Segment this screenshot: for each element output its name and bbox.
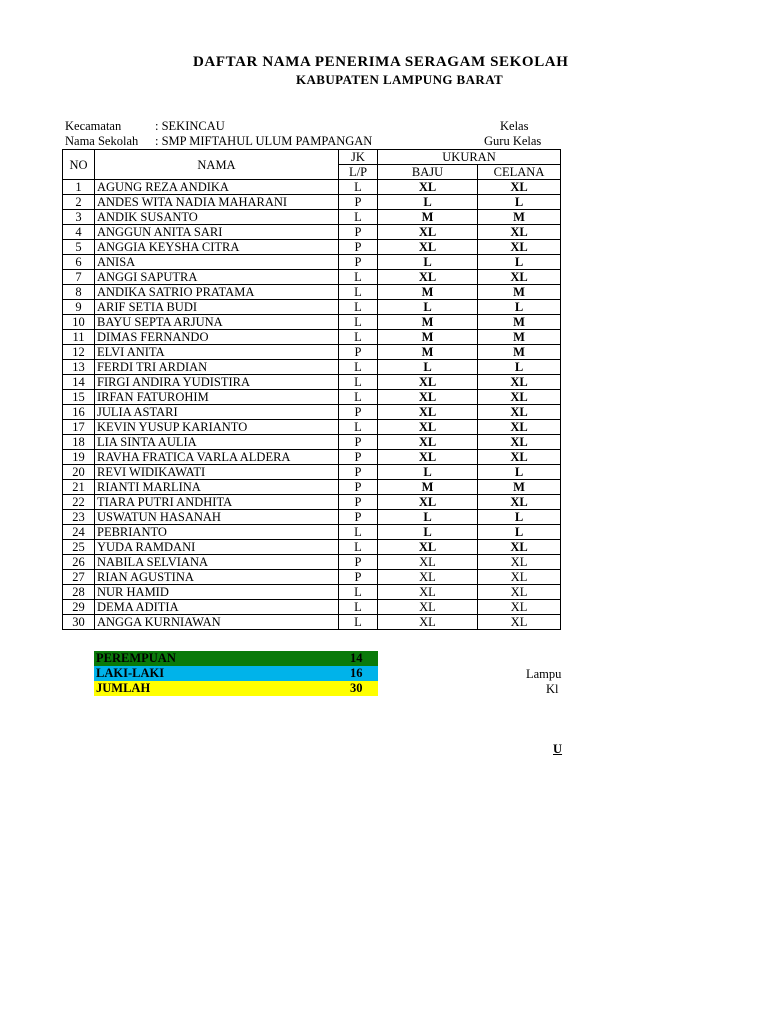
row-baju: XL (378, 540, 478, 555)
row-no: 22 (63, 495, 95, 510)
row-baju: L (378, 510, 478, 525)
row-nama: FERDI TRI ARDIAN (95, 360, 339, 375)
table-row (63, 465, 623, 480)
row-jk: P (339, 510, 378, 525)
row-no: 6 (63, 255, 95, 270)
row-celana: XL (478, 495, 561, 510)
row-spacer (561, 375, 623, 390)
row-no: 21 (63, 480, 95, 495)
row-spacer (561, 405, 623, 420)
row-no: 11 (63, 330, 95, 345)
row-baju: XL (378, 270, 478, 285)
table-row (63, 300, 623, 315)
table-row (63, 435, 623, 450)
recipient-table (62, 149, 623, 630)
row-jk: P (339, 255, 378, 270)
kecamatan-label: Kecamatan (65, 119, 122, 133)
row-no: 24 (63, 525, 95, 540)
row-jk: P (339, 345, 378, 360)
row-nama: ANGGI SAPUTRA (95, 270, 339, 285)
row-celana: XL (478, 615, 561, 630)
row-nama: RAVHA FRATICA VARLA ALDERA (95, 450, 339, 465)
row-nama: LIA SINTA AULIA (95, 435, 339, 450)
row-baju: M (378, 480, 478, 495)
row-celana: XL (478, 375, 561, 390)
row-spacer (561, 360, 623, 375)
header-no: NO (63, 150, 95, 180)
signature-title: Kl (546, 682, 559, 696)
row-nama: IRFAN FATUROHIM (95, 390, 339, 405)
row-spacer (561, 615, 623, 630)
row-nama: NABILA SELVIANA (95, 555, 339, 570)
row-no: 5 (63, 240, 95, 255)
row-spacer (561, 585, 623, 600)
row-celana: XL (478, 390, 561, 405)
table-row (63, 240, 623, 255)
row-spacer (561, 255, 623, 270)
row-baju: XL (378, 180, 478, 195)
row-spacer (561, 555, 623, 570)
row-jk: L (339, 270, 378, 285)
row-no: 1 (63, 180, 95, 195)
row-jk: L (339, 420, 378, 435)
row-baju: XL (378, 495, 478, 510)
row-nama: JULIA ASTARI (95, 405, 339, 420)
row-celana: XL (478, 600, 561, 615)
row-baju: L (378, 360, 478, 375)
row-no: 13 (63, 360, 95, 375)
summary-laki-label: LAKI-LAKI (96, 666, 165, 680)
row-nama: KEVIN YUSUP KARIANTO (95, 420, 339, 435)
row-no: 29 (63, 600, 95, 615)
row-no: 16 (63, 405, 95, 420)
row-no: 2 (63, 195, 95, 210)
table-row (63, 345, 623, 360)
row-nama: AGUNG REZA ANDIKA (95, 180, 339, 195)
row-spacer (561, 240, 623, 255)
table-row (63, 180, 623, 195)
table-row (63, 225, 623, 240)
header-nama: NAMA (95, 150, 339, 180)
row-celana: M (478, 315, 561, 330)
row-baju: XL (378, 390, 478, 405)
row-spacer (561, 480, 623, 495)
table-row (63, 195, 623, 210)
table-row (63, 570, 623, 585)
row-spacer (561, 570, 623, 585)
summary-perempuan-value: 14 (350, 651, 363, 665)
table-row (63, 315, 623, 330)
row-jk: L (339, 360, 378, 375)
row-jk: P (339, 555, 378, 570)
summary-laki-value: 16 (350, 666, 363, 680)
table-row (63, 390, 623, 405)
row-baju: L (378, 465, 478, 480)
row-no: 27 (63, 570, 95, 585)
row-spacer (561, 435, 623, 450)
row-celana: XL (478, 240, 561, 255)
row-celana: XL (478, 405, 561, 420)
row-nama: ANGGA KURNIAWAN (95, 615, 339, 630)
row-celana: XL (478, 180, 561, 195)
row-nama: ANGGIA KEYSHA CITRA (95, 240, 339, 255)
table-row (63, 480, 623, 495)
row-jk: P (339, 450, 378, 465)
row-spacer (561, 510, 623, 525)
row-no: 7 (63, 270, 95, 285)
row-nama: FIRGI ANDIRA YUDISTIRA (95, 375, 339, 390)
row-no: 30 (63, 615, 95, 630)
row-jk: L (339, 390, 378, 405)
row-spacer (561, 345, 623, 360)
row-jk: P (339, 495, 378, 510)
row-baju: L (378, 525, 478, 540)
row-no: 26 (63, 555, 95, 570)
row-baju: XL (378, 405, 478, 420)
row-spacer (561, 540, 623, 555)
row-baju: M (378, 210, 478, 225)
row-baju: XL (378, 435, 478, 450)
row-no: 17 (63, 420, 95, 435)
row-nama: DEMA ADITIA (95, 600, 339, 615)
table-row (63, 255, 623, 270)
summary-jumlah (94, 681, 378, 696)
summary-perempuan (94, 651, 378, 666)
row-baju: XL (378, 450, 478, 465)
row-no: 14 (63, 375, 95, 390)
row-jk: L (339, 525, 378, 540)
header-lp: L/P (339, 165, 378, 180)
row-celana: XL (478, 540, 561, 555)
summary-laki (94, 666, 378, 681)
row-nama: ANGGUN ANITA SARI (95, 225, 339, 240)
row-celana: L (478, 300, 561, 315)
row-celana: L (478, 510, 561, 525)
row-celana: XL (478, 225, 561, 240)
row-jk: L (339, 585, 378, 600)
row-nama: ANDIKA SATRIO PRATAMA (95, 285, 339, 300)
table-row (63, 555, 623, 570)
row-celana: L (478, 525, 561, 540)
table-row (63, 495, 623, 510)
table-row (63, 375, 623, 390)
row-celana: M (478, 210, 561, 225)
row-jk: P (339, 465, 378, 480)
table-row (63, 600, 623, 615)
row-jk: L (339, 540, 378, 555)
summary-jumlah-value: 30 (350, 681, 363, 695)
row-celana: L (478, 195, 561, 210)
table-row (63, 285, 623, 300)
row-celana: XL (478, 585, 561, 600)
row-spacer (561, 420, 623, 435)
row-spacer (561, 225, 623, 240)
row-spacer (561, 210, 623, 225)
row-spacer (561, 195, 623, 210)
row-nama: ANDIK SUSANTO (95, 210, 339, 225)
header-jk: JK (339, 150, 378, 165)
header-celana: CELANA (478, 165, 561, 180)
signature-name: U (553, 742, 563, 756)
row-jk: P (339, 480, 378, 495)
row-spacer (561, 450, 623, 465)
row-nama: ARIF SETIA BUDI (95, 300, 339, 315)
page-title: DAFTAR NAMA PENERIMA SERAGAM SEKOLAH (193, 54, 569, 70)
row-celana: L (478, 255, 561, 270)
row-nama: BAYU SEPTA ARJUNA (95, 315, 339, 330)
row-nama: ANDES WITA NADIA MAHARANI (95, 195, 339, 210)
row-baju: XL (378, 600, 478, 615)
guru-kelas-label: Guru Kelas (484, 134, 542, 148)
row-baju: XL (378, 375, 478, 390)
row-celana: M (478, 330, 561, 345)
row-spacer (561, 600, 623, 615)
row-jk: P (339, 240, 378, 255)
row-jk: L (339, 315, 378, 330)
row-no: 28 (63, 585, 95, 600)
row-jk: P (339, 225, 378, 240)
row-baju: XL (378, 420, 478, 435)
sekolah-value: : SMP MIFTAHUL ULUM PAMPANGAN (155, 134, 373, 148)
row-spacer (561, 300, 623, 315)
table-row (63, 585, 623, 600)
row-jk: L (339, 330, 378, 345)
row-no: 20 (63, 465, 95, 480)
row-jk: P (339, 405, 378, 420)
row-spacer (561, 330, 623, 345)
row-no: 19 (63, 450, 95, 465)
row-celana: XL (478, 420, 561, 435)
summary-jumlah-label: JUMLAH (96, 681, 151, 695)
page-subtitle: KABUPATEN LAMPUNG BARAT (296, 72, 504, 87)
header-ukuran: UKURAN (378, 150, 561, 165)
row-celana: M (478, 285, 561, 300)
row-spacer (561, 180, 623, 195)
table-row (63, 210, 623, 225)
row-baju: XL (378, 585, 478, 600)
row-jk: L (339, 210, 378, 225)
row-jk: P (339, 435, 378, 450)
row-jk: L (339, 600, 378, 615)
row-no: 18 (63, 435, 95, 450)
row-baju: L (378, 255, 478, 270)
row-celana: M (478, 345, 561, 360)
row-nama: DIMAS FERNANDO (95, 330, 339, 345)
row-spacer (561, 525, 623, 540)
row-baju: M (378, 330, 478, 345)
summary-perempuan-label: PEREMPUAN (96, 651, 176, 665)
row-no: 4 (63, 225, 95, 240)
row-spacer (561, 315, 623, 330)
row-spacer (561, 285, 623, 300)
row-baju: XL (378, 225, 478, 240)
row-nama: ELVI ANITA (95, 345, 339, 360)
row-nama: PEBRIANTO (95, 525, 339, 540)
row-jk: L (339, 375, 378, 390)
row-no: 8 (63, 285, 95, 300)
row-jk: L (339, 180, 378, 195)
row-no: 15 (63, 390, 95, 405)
row-no: 10 (63, 315, 95, 330)
row-jk: L (339, 300, 378, 315)
row-baju: L (378, 300, 478, 315)
row-nama: YUDA RAMDANI (95, 540, 339, 555)
row-spacer (561, 495, 623, 510)
row-nama: TIARA PUTRI ANDHITA (95, 495, 339, 510)
table-row (63, 420, 623, 435)
row-spacer (561, 465, 623, 480)
table-row (63, 510, 623, 525)
row-baju: XL (378, 240, 478, 255)
row-celana: M (478, 480, 561, 495)
sekolah-label: Nama Sekolah (65, 134, 139, 148)
table-row (63, 615, 623, 630)
table-row (63, 525, 623, 540)
table-row (63, 330, 623, 345)
row-spacer (561, 390, 623, 405)
row-baju: M (378, 315, 478, 330)
row-celana: XL (478, 270, 561, 285)
row-nama: NUR HAMID (95, 585, 339, 600)
header-spacer (561, 150, 623, 165)
signature-place: Lampu (526, 667, 562, 681)
row-celana: L (478, 465, 561, 480)
row-nama: REVI WIDIKAWATI (95, 465, 339, 480)
row-jk: L (339, 615, 378, 630)
header-baju: BAJU (378, 165, 478, 180)
row-no: 25 (63, 540, 95, 555)
row-celana: XL (478, 555, 561, 570)
table-row (63, 360, 623, 375)
row-baju: XL (378, 570, 478, 585)
row-baju: XL (378, 555, 478, 570)
row-baju: M (378, 285, 478, 300)
table-row (63, 270, 623, 285)
row-no: 9 (63, 300, 95, 315)
kelas-label: Kelas (500, 119, 529, 133)
row-baju: XL (378, 615, 478, 630)
table-row (63, 450, 623, 465)
row-celana: XL (478, 435, 561, 450)
header-spacer (561, 165, 623, 180)
row-no: 23 (63, 510, 95, 525)
row-jk: L (339, 285, 378, 300)
row-nama: USWATUN HASANAH (95, 510, 339, 525)
row-jk: P (339, 195, 378, 210)
table-row (63, 405, 623, 420)
row-celana: L (478, 360, 561, 375)
row-celana: XL (478, 570, 561, 585)
row-celana: XL (478, 450, 561, 465)
row-nama: RIANTI MARLINA (95, 480, 339, 495)
row-baju: M (378, 345, 478, 360)
row-baju: L (378, 195, 478, 210)
row-no: 12 (63, 345, 95, 360)
row-spacer (561, 270, 623, 285)
table-row (63, 540, 623, 555)
row-no: 3 (63, 210, 95, 225)
row-nama: ANISA (95, 255, 339, 270)
row-jk: P (339, 570, 378, 585)
kecamatan-value: : SEKINCAU (155, 119, 225, 133)
row-nama: RIAN AGUSTINA (95, 570, 339, 585)
